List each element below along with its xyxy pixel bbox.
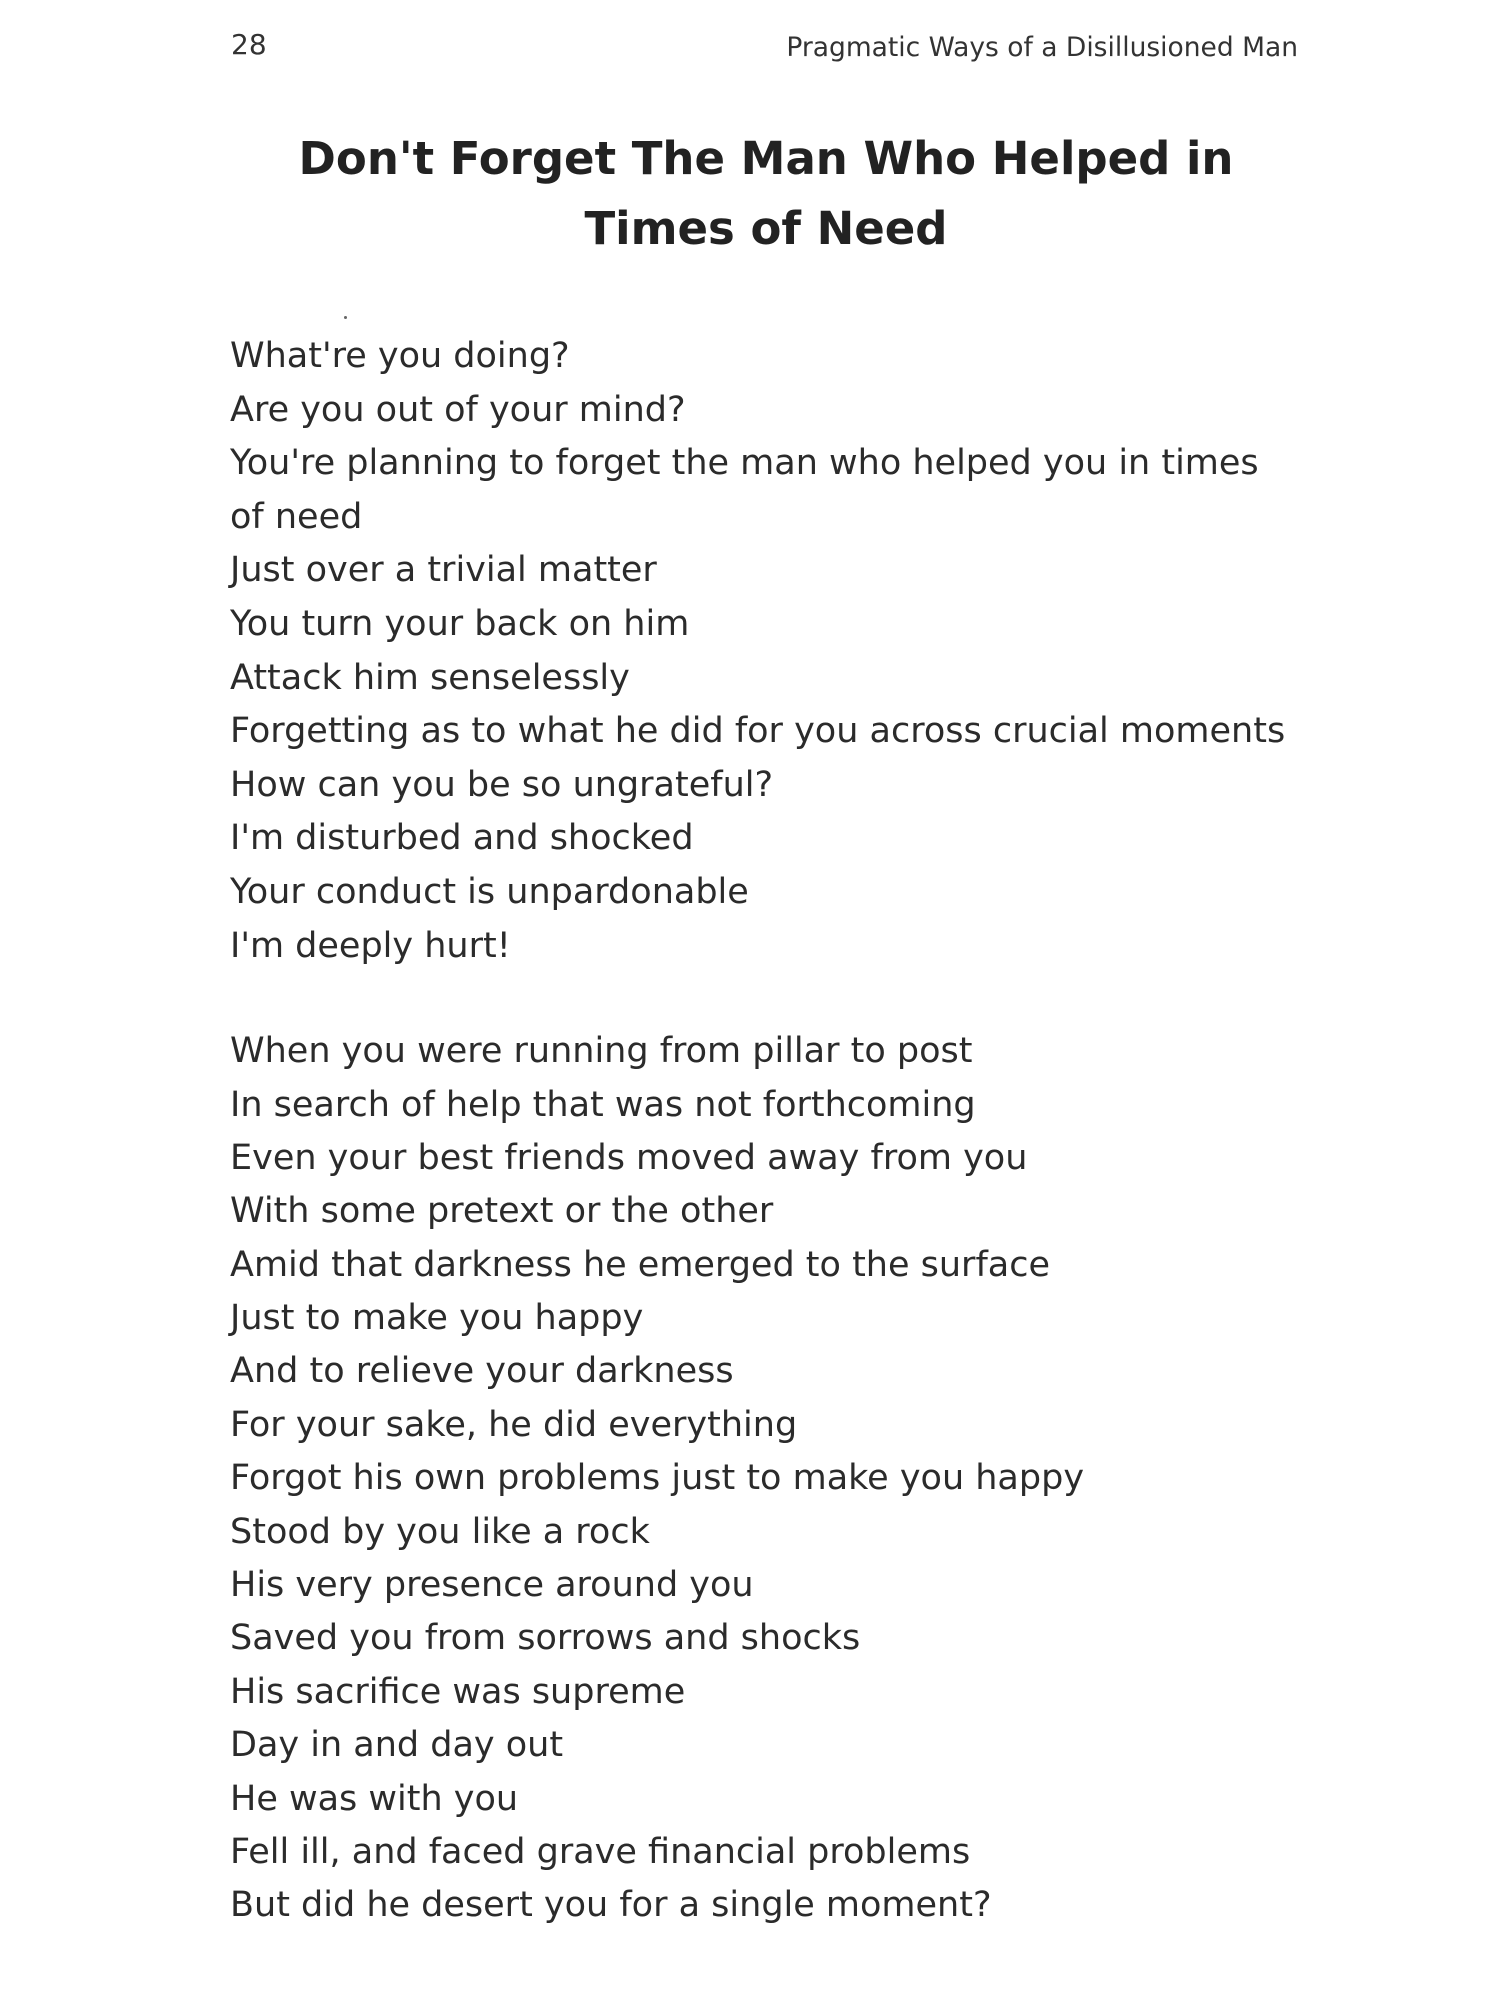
poem-line: Saved you from sorrows and shocks xyxy=(230,1618,861,1659)
poem-line: In search of help that was not forthcoming xyxy=(230,1084,976,1125)
poem-line: He was with you xyxy=(230,1778,519,1819)
stanza xyxy=(230,330,1380,973)
poem-line: of need xyxy=(230,496,363,537)
poem-line: Stood by you like a rock xyxy=(230,1511,650,1552)
poem-body xyxy=(230,330,1380,1933)
poem-title-line: Don't Forget The Man Who Helped in xyxy=(298,132,1234,185)
poem-line: I'm deeply hurt! xyxy=(230,925,511,966)
poem-line: I'm disturbed and shocked xyxy=(230,818,694,859)
poem-line: You turn your back on him xyxy=(230,603,690,644)
poem-line: Attack him senselessly xyxy=(230,657,630,698)
poem-line: Amid that darkness he emerged to the surface xyxy=(230,1244,1050,1285)
poem-line: What're you doing? xyxy=(230,336,570,376)
poem-line: Just to make you happy xyxy=(230,1298,644,1339)
poem-line: Day in and day out xyxy=(230,1725,564,1766)
stanza xyxy=(230,1025,1380,1933)
poem-line: Even your best friends moved away from you xyxy=(230,1137,1028,1178)
poem-line: Are you out of your mind? xyxy=(230,389,686,430)
poem-line: Just over a trivial matter xyxy=(230,550,657,591)
poem-title-line: Times of Need xyxy=(584,202,948,255)
poem-line: Forgot his own problems just to make you happy xyxy=(230,1458,1085,1499)
poem-title xyxy=(236,124,1296,264)
poem-line: Fell ill, and faced grave financial problems xyxy=(230,1831,971,1872)
poem-line: With some pretext or the other xyxy=(230,1191,774,1232)
poem-line: And to relieve your darkness xyxy=(230,1351,734,1392)
running-header: Pragmatic Ways of a Disillusioned Man xyxy=(786,32,1298,63)
poem-line: His very presence around you xyxy=(230,1565,754,1606)
poem-line: When you were running from pillar to post xyxy=(230,1031,973,1072)
poem-line: Your conduct is unpardonable xyxy=(230,871,749,912)
poem-line: For your sake, he did everything xyxy=(230,1404,798,1445)
poem-line: His sacrifice was supreme xyxy=(230,1671,686,1712)
poem-line: But did he desert you for a single moment? xyxy=(230,1885,992,1926)
poem-line: Forgetting as to what he did for you across crucial moments xyxy=(230,711,1286,752)
poem-line: You're planning to forget the man who helped you in times xyxy=(230,443,1259,484)
poem-line: How can you be so ungrateful? xyxy=(230,764,774,805)
page-number: 28 xyxy=(231,28,267,61)
scan-speck xyxy=(344,316,347,319)
